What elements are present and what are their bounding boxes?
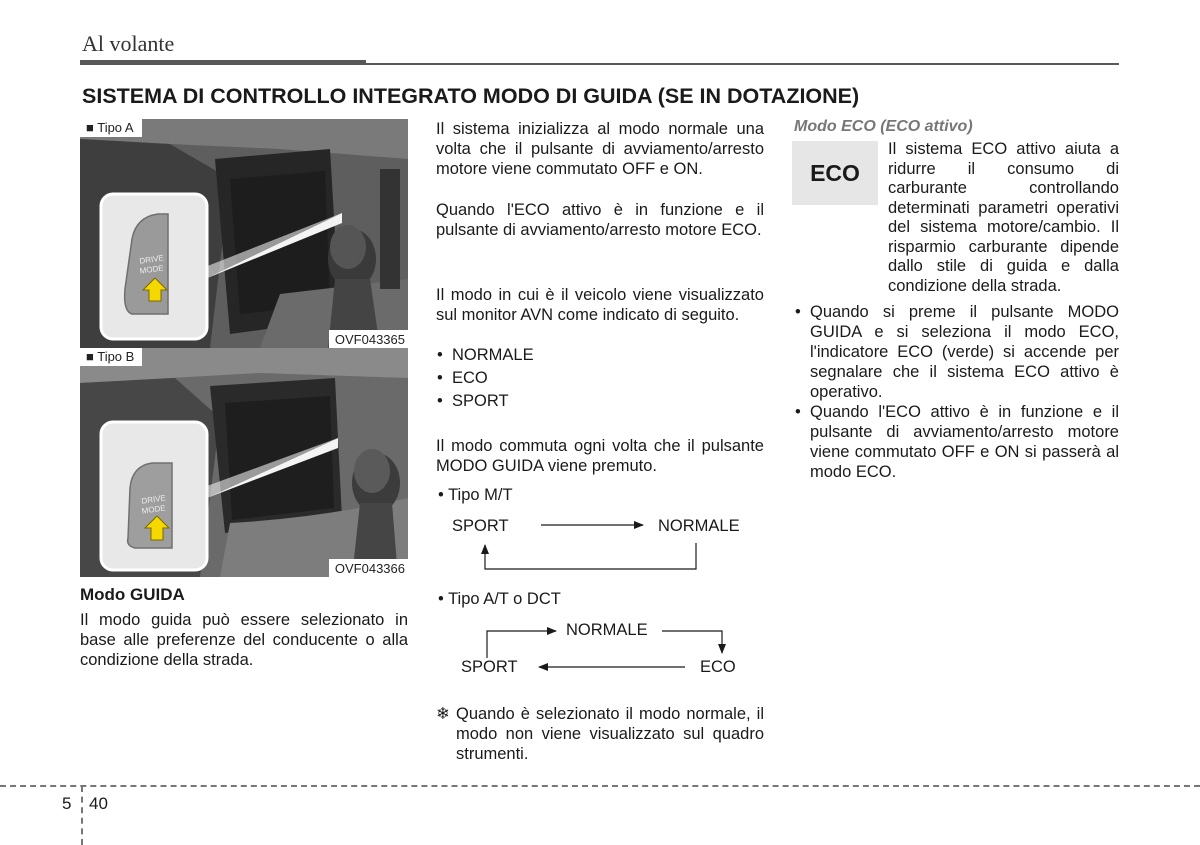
eco-bullet [810,302,1119,402]
eco-badge: ECO [792,141,878,205]
figure-tag: ■ Tipo A [80,119,142,137]
at-eco: ECO [700,658,736,676]
eco-bullet [810,402,1119,482]
drive-mode-label: DRIVE [140,493,167,506]
eco-mode-heading: Modo ECO (ECO attivo) [794,118,973,135]
console-photo-a [80,119,408,348]
eco-bullet-text: • Quando si preme il pulsante MODO GUIDA e si seleziona il modo ECO, l'indicatore ECO (verde) si accende per segnalare che il sistema ECO attivo è operativo. [810,302,1119,402]
paragraph-switch: Il modo commuta ogni volta che il pulsante MODO GUIDA viene premuto. [436,437,764,475]
console-photo-b [80,348,408,577]
note-mark: ❄ [436,705,450,723]
figure-tipo-b [80,348,408,577]
running-header: Al volante [82,31,175,56]
drive-mode-label: MODE [139,263,165,276]
modo-guida-heading: Modo GUIDA [80,585,185,604]
mode-list-item: • ECO [452,368,488,388]
at-sport: SPORT [461,658,518,676]
paragraph-eco-active: Quando l'ECO attivo è in funzione e il pulsante di avviamento/arresto motore ECO. [436,201,764,239]
figure-code: OVF043366 [329,559,408,577]
figure-code: OVF043365 [329,330,408,348]
mt-normale: NORMALE [658,517,740,535]
section-number: 5 [62,794,72,813]
paragraph-init: Il sistema inizializza al modo normale una volta che il pulsante di avviamento/arresto motore viene commutato OFF e ON. [436,120,764,178]
note-text: Quando è selezionato il modo normale, il modo non viene visualizzato sul quadro strumenti. [456,705,764,763]
paragraph-avn: Il modo in cui è il veicolo viene visualizzato sul monitor AVN come indicato di seguito. [436,286,764,324]
at-label: • Tipo A/T o DCT [438,590,561,608]
at-normale: NORMALE [566,621,648,639]
page-number: 40 [89,794,108,813]
header-rule-thin [366,63,1119,65]
drive-mode-label: DRIVE [138,253,165,266]
mode-list-item: • SPORT [452,391,509,411]
modo-guida-text: Il modo guida può essere selezionato in base alle preferenze del conducente o alla condizione della strada. [80,611,408,669]
header-rule-thick [80,60,366,65]
mt-sport: SPORT [452,517,509,535]
eco-description: Il sistema ECO attivo aiuta a ridurre il consumo di carburante controllando determinati parametri operativi del sistema motore/cambio. Il risparmio carburante dipende dallo stile di guida e dalla condizione della strada. [888,140,1119,295]
drive-mode-label: MODE [141,503,167,516]
footer-rule [0,785,1200,787]
section-title: SISTEMA DI CONTROLLO INTEGRATO MODO DI GUIDA (SE IN DOTAZIONE) [82,84,860,108]
figure-tipo-a [80,119,408,348]
footer-divider [81,786,83,845]
figure-tag: ■ Tipo B [80,348,142,366]
mt-label: • Tipo M/T [438,486,513,504]
eco-bullet-text: • Quando l'ECO attivo è in funzione e il pulsante di avviamento/arresto motore viene commutato OFF e ON si passerà al modo ECO. [810,402,1119,482]
mode-list-item: • NORMALE [452,345,534,365]
